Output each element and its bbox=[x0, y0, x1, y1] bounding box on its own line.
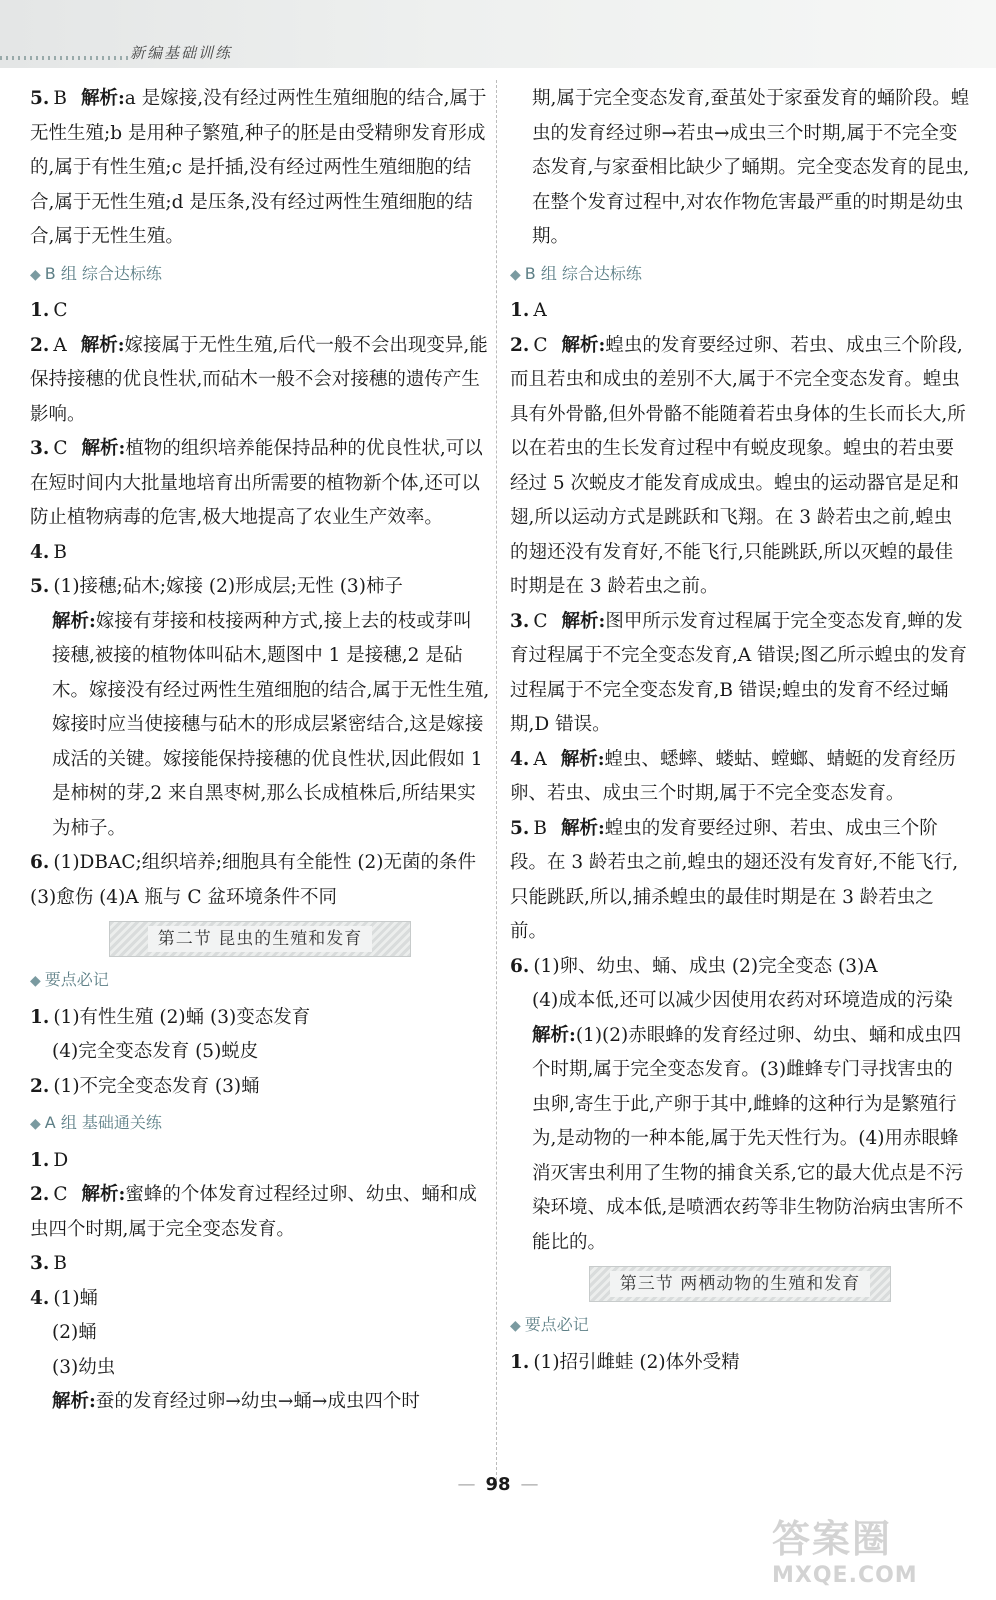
diamond-icon: ◆ bbox=[510, 1318, 521, 1334]
group-label bbox=[30, 1106, 490, 1142]
item-answer: (1)DBAC;组织培养;细胞具有全能性 (2)无菌的条件 (3)愈伤 (4)A 瓶与 C 盆环境条件不同 bbox=[30, 852, 477, 908]
item-answer: B bbox=[53, 88, 67, 109]
item-number: 1. bbox=[30, 300, 50, 321]
item-number: 5. bbox=[30, 88, 50, 109]
analysis-text: 嫁接有芽接和枝接两种方式,接上去的枝或芽叫接穗,被接的植物体叫砧木,题图中 1 是接穗,2 是砧木。嫁接没有经过两性生殖细胞的结合,属于无性生殖,嫁接时应当使接穗与砧木的形成层紧密结合,这是嫁接成活的关键。嫁接能保持接穗的优良性状,因此假如 1 是柿树的芽,2 来自黑枣树,那么长成植株后,所结果实为柿子。 bbox=[52, 610, 490, 839]
item-answer-line: (2)蛹 bbox=[52, 1322, 97, 1343]
diamond-icon: ◆ bbox=[30, 973, 41, 989]
analysis-label: 解析: bbox=[561, 334, 606, 356]
item-answer: (1)招引雌蛙 (2)体外受精 bbox=[533, 1351, 740, 1373]
analysis-label: 解析: bbox=[52, 1391, 96, 1412]
item-answer: C bbox=[533, 610, 548, 632]
analysis-text: 蝗虫、蟋蟀、蝼蛄、螳螂、蜻蜓的发育经历卵、若虫、成虫三个时期,属于不完全变态发育。 bbox=[510, 748, 957, 804]
analysis-label: 解析: bbox=[560, 817, 605, 839]
column-divider bbox=[496, 80, 497, 1480]
answer-item bbox=[30, 536, 490, 571]
group-label-text: 要点必记 bbox=[44, 970, 109, 989]
item-number: 6. bbox=[30, 852, 50, 873]
item-answer: C bbox=[533, 334, 548, 356]
answer-item bbox=[30, 1144, 490, 1179]
item-answer-line: (4)成本低,还可以减少因使用农药对环境造成的污染 bbox=[532, 990, 953, 1011]
item-number: 4. bbox=[30, 1287, 50, 1309]
answer-item bbox=[30, 1282, 490, 1420]
item-answer: B bbox=[53, 1253, 67, 1274]
item-number: 4. bbox=[510, 748, 530, 770]
answer-item bbox=[510, 1346, 970, 1381]
answer-item bbox=[30, 329, 490, 433]
item-answer: C bbox=[53, 1184, 68, 1205]
watermark-text: 答案圈 bbox=[772, 1517, 893, 1561]
item-number: 2. bbox=[510, 334, 530, 356]
analysis-text: 蜜蜂的个体发育过程经过卵、幼虫、蛹和成虫四个时期,属于完全变态发育。 bbox=[30, 1184, 477, 1240]
answer-item bbox=[30, 1178, 490, 1247]
item-number: 5. bbox=[510, 817, 530, 839]
item-answer: C bbox=[53, 438, 68, 459]
group-label bbox=[30, 963, 490, 999]
dash-right: — bbox=[520, 1474, 539, 1495]
section-banner bbox=[109, 921, 411, 957]
item-number: 3. bbox=[30, 1253, 50, 1274]
item-answer: (1)接穗;砧木;嫁接 (2)形成层;无性 (3)柿子 bbox=[53, 576, 403, 597]
item-answer: (1)卵、幼虫、蛹、成虫 (2)完全变态 (3)A bbox=[533, 955, 878, 977]
section-title: 第二节 昆虫的生殖和发育 bbox=[148, 926, 372, 952]
page-number bbox=[0, 1474, 996, 1495]
page-number-text: 98 bbox=[485, 1474, 511, 1495]
analysis-label: 解析: bbox=[561, 610, 606, 632]
group-label-text: B 组 综合达标练 bbox=[524, 263, 642, 283]
item-number: 5. bbox=[30, 576, 50, 597]
analysis-text: 图甲所示发育过程属于完全变态发育,蝉的发育过程属于不完全变态发育,A 错误;图乙所示蝗虫的发育过程属于不完全变态发育,B 错误;蝗虫的发育不经过蛹期,D 错误。 bbox=[510, 610, 967, 735]
analysis-label: 解析: bbox=[532, 1024, 576, 1046]
dash-left: — bbox=[457, 1474, 476, 1495]
answer-item bbox=[510, 950, 970, 1261]
answer-item bbox=[30, 82, 490, 255]
analysis-text: (1)(2)赤眼蜂的发育经过卵、幼虫、蛹和成虫四个时期,属于完全变态发育。(3)雌蜂专门寻找害虫的虫卵,寄生于此,产卵于其中,雌蜂的这种行为是繁殖行为,是动物的一种本能,属于先天性行为。(4)用赤眼蜂消灭害虫利用了生物的捕食关系,它的最大优点是不污染环境、成本低,是喷洒农药等非生物防治病虫害所不能比的。 bbox=[532, 1024, 964, 1253]
item-number: 1. bbox=[510, 1351, 530, 1373]
item-answer: D bbox=[53, 1149, 69, 1171]
item-number: 3. bbox=[30, 438, 50, 459]
item-number: 2. bbox=[30, 1184, 50, 1205]
item-number: 1. bbox=[30, 1006, 50, 1028]
analysis-label: 解析: bbox=[81, 438, 126, 459]
item-answer-line: (4)完全变态发育 (5)蜕皮 bbox=[52, 1041, 259, 1062]
left-column bbox=[30, 82, 490, 1420]
item-answer: A bbox=[533, 300, 547, 321]
item-number: 1. bbox=[510, 300, 530, 321]
group-label bbox=[510, 1308, 970, 1344]
header-band bbox=[0, 0, 996, 68]
right-column bbox=[510, 82, 970, 1380]
analysis-label: 解析: bbox=[80, 334, 125, 356]
item-number: 3. bbox=[510, 610, 530, 632]
item-answer-line: (3)幼虫 bbox=[52, 1356, 116, 1378]
analysis-text: 嫁接属于无性生殖,后代一般不会出现变异,能保持接穗的优良性状,而砧木一般不会对接穗的遗传产生影响。 bbox=[30, 334, 488, 425]
answer-item bbox=[30, 846, 490, 915]
section-banner bbox=[589, 1266, 891, 1302]
answer-item bbox=[30, 1001, 490, 1070]
watermark-url: MXQE.COM bbox=[772, 1563, 918, 1588]
item-number: 2. bbox=[30, 334, 50, 356]
answer-item bbox=[30, 1070, 490, 1105]
answer-item bbox=[510, 605, 970, 743]
analysis-text: 植物的组织培养能保持品种的优良性状,可以在短时间内大批量地培育出所需要的植物新个体,还可以防止植物病毒的危害,极大地提高了农业生产效率。 bbox=[30, 438, 483, 528]
section-title: 第三节 两栖动物的生殖和发育 bbox=[610, 1271, 870, 1297]
diamond-icon: ◆ bbox=[30, 1116, 41, 1132]
analysis-block bbox=[30, 605, 490, 847]
analysis-block bbox=[510, 1019, 970, 1261]
answer-item bbox=[30, 432, 490, 536]
answer-item bbox=[30, 570, 490, 846]
item-number: 2. bbox=[30, 1075, 50, 1097]
answer-item bbox=[510, 294, 970, 329]
group-label-text: A 组 基础通关练 bbox=[44, 1113, 162, 1132]
diamond-icon: ◆ bbox=[510, 266, 521, 283]
item-answer: (1)蛹 bbox=[53, 1287, 99, 1309]
answer-item bbox=[510, 743, 970, 812]
answer-item bbox=[30, 294, 490, 329]
group-label bbox=[510, 257, 970, 293]
analysis-label: 解析: bbox=[80, 88, 125, 109]
answer-item bbox=[30, 1247, 490, 1282]
item-number: 4. bbox=[30, 541, 50, 563]
group-label-text: 要点必记 bbox=[524, 1315, 589, 1334]
analysis-label: 解析: bbox=[560, 748, 605, 770]
item-answer: B bbox=[533, 817, 547, 839]
header-brand: 新编基础训练 bbox=[130, 44, 233, 62]
item-answer: (1)不完全变态发育 (3)蛹 bbox=[53, 1075, 260, 1097]
analysis-text-continued: 期,属于完全变态发育,蚕茧处于家蚕发育的蛹阶段。蝗虫的发育经过卵→若虫→成虫三个时期,属于不完全变态发育,与家蚕相比缺少了蛹期。完全变态发育的昆虫,在整个发育过程中,对农作物危害最严重的时期是幼虫期。 bbox=[532, 88, 970, 247]
item-answer: A bbox=[533, 748, 547, 770]
analysis-label: 解析: bbox=[52, 610, 96, 632]
group-label-text: B 组 综合达标练 bbox=[44, 263, 162, 283]
diamond-icon: ◆ bbox=[30, 266, 41, 283]
watermark bbox=[772, 1508, 982, 1586]
answer-item bbox=[510, 812, 970, 950]
item-number: 6. bbox=[510, 955, 530, 977]
item-answer: A bbox=[53, 334, 67, 356]
header-dots bbox=[0, 56, 128, 60]
item-answer: (1)有性生殖 (2)蛹 (3)变态发育 bbox=[53, 1006, 311, 1028]
answer-item bbox=[510, 329, 970, 605]
item-answer: C bbox=[53, 300, 68, 321]
analysis-text: a 是嫁接,没有经过两性生殖细胞的结合,属于无性生殖;b 是用种子繁殖,种子的胚是由受精卵发育形成的,属于有性生殖;c 是扦插,没有经过两性生殖细胞的结合,属于无性生殖;d 是压条,没有经过两性生殖细胞的结合,属于无性生殖。 bbox=[30, 88, 487, 247]
analysis-label: 解析: bbox=[81, 1184, 126, 1205]
group-label bbox=[30, 257, 490, 293]
analysis-text: 蝗虫的发育要经过卵、若虫、成虫三个阶段,而且若虫和成虫的差别不大,属于不完全变态发育。蝗虫具有外骨骼,但外骨骼不能随着若虫身体的生长而长大,所以在若虫的生长发育过程中有蜕皮现象。蝗虫的若虫要经过 5 次蜕皮才能发育成成虫。蝗虫的运动器官是足和翅,所以运动方式是跳跃和飞翔。在 3 龄若虫之前,蝗虫的翅还没有发育好,不能飞行,只能跳跃,所以灭蝗的最佳时期是在 3 龄若虫之前。 bbox=[510, 334, 966, 597]
analysis-block bbox=[30, 1385, 490, 1420]
analysis-text: 蝗虫的发育要经过卵、若虫、成虫三个阶段。在 3 龄若虫之前,蝗虫的翅还没有发育好,不能飞行,只能跳跃,所以,捕杀蝗虫的最佳时期是在 3 龄若虫之前。 bbox=[510, 817, 959, 942]
item-answer: B bbox=[53, 541, 67, 563]
item-number: 1. bbox=[30, 1149, 50, 1171]
analysis-text: 蚕的发育经过卵→幼虫→蛹→成虫四个时 bbox=[95, 1391, 420, 1412]
